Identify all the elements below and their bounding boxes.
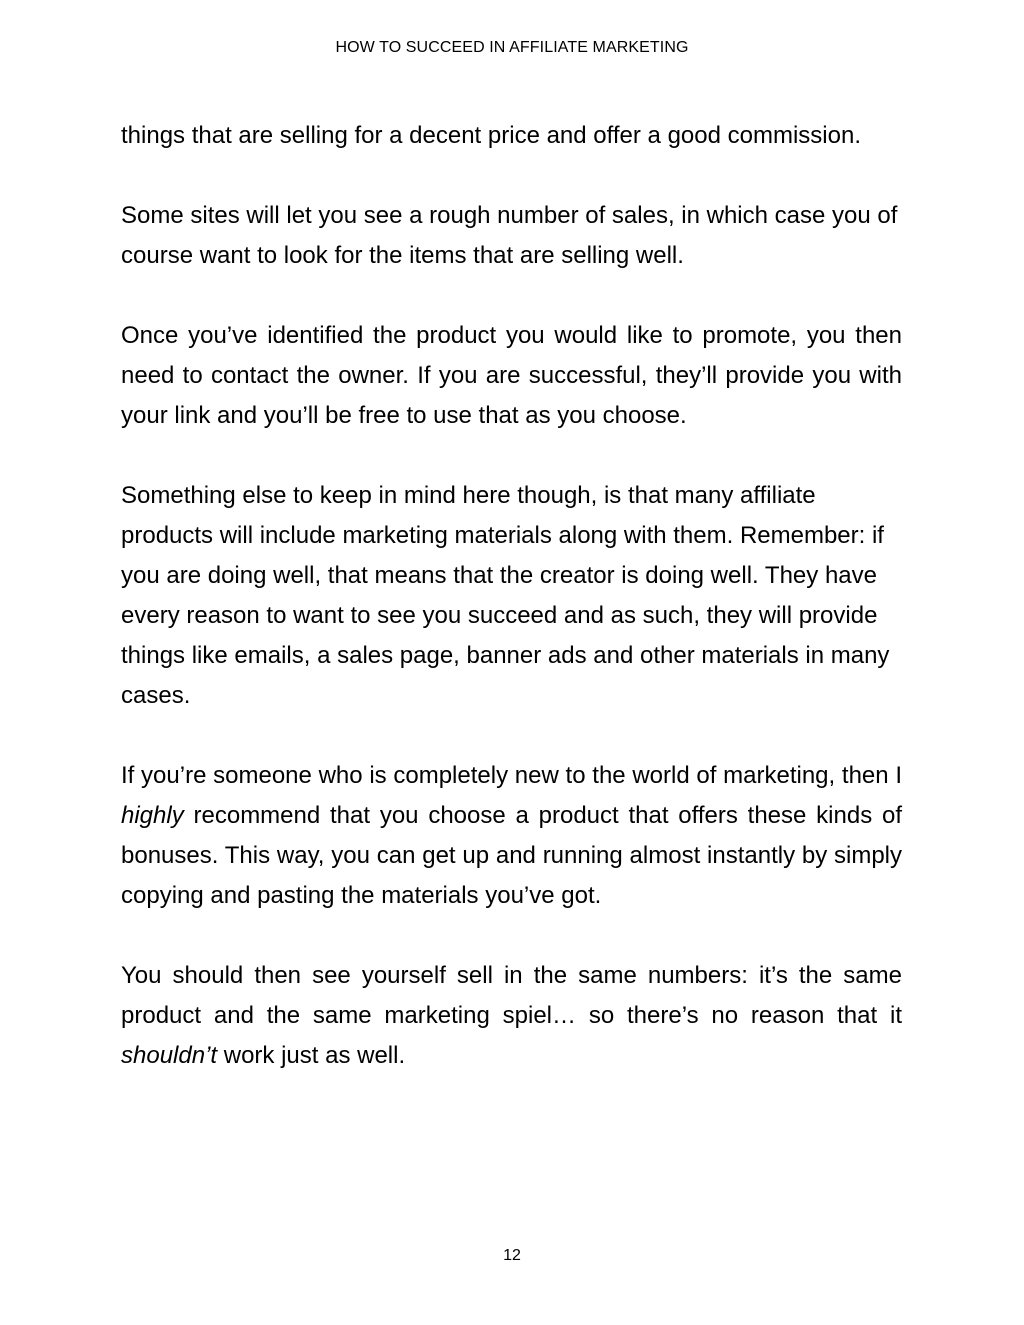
paragraph-6-text-before: You should then see yourself sell in the same numbers: it’s the same product and the same marketing spiel… so there’s no reason that it <box>121 962 902 1029</box>
paragraph-6-emphasis: shouldn’t <box>121 1042 218 1069</box>
running-header: HOW TO SUCCEED IN AFFILIATE MARKETING <box>335 39 689 56</box>
paragraph-6 <box>121 956 902 1076</box>
paragraph-6-text-after: work just as well. <box>217 1042 406 1069</box>
paragraph-5-text-after: recommend that you choose a product that offers these kinds of bonuses. This way, you can get up and running almost instantly by simply copying and pasting the materials you’ve got. <box>121 802 902 909</box>
paragraph-5 <box>121 756 902 916</box>
paragraph-2: Some sites will let you see a rough number of sales, in which case you of course want to look for the items that are selling well. <box>121 202 898 269</box>
paragraph-5-text-before: If you’re someone who is completely new to the world of marketing, then I <box>121 762 902 789</box>
paragraph-3: Once you’ve identified the product you would like to promote, you then need to contact the owner. If you are successful, they’ll provide you with your link and you’ll be free to use that as you choose. <box>121 322 902 429</box>
paragraph-1: things that are selling for a decent price and offer a good commission. <box>121 122 861 149</box>
paragraph-4: Something else to keep in mind here though, is that many affiliate products will include marketing materials along with them. Remember: if you are doing well, that means that the creator is doing well. They have every reason to want to see you succeed and as such, they will provide things like emails, a sales page, banner ads and other materials in many cases. <box>121 482 890 709</box>
page-number: 12 <box>503 1247 521 1264</box>
paragraph-5-emphasis: highly <box>121 802 184 829</box>
page-body <box>121 116 902 1116</box>
